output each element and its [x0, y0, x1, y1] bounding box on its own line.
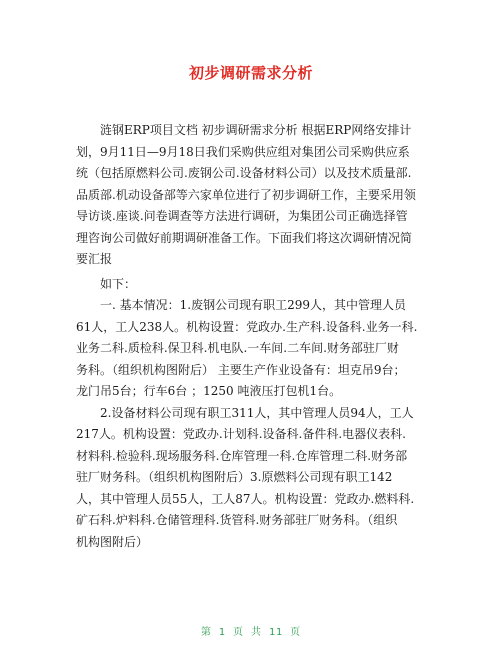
body-line: 品质部.机动设备部等六家单位进行了初步调研工作，主要采用领	[76, 187, 416, 202]
body-line: 机构图附后）	[76, 534, 149, 549]
body-line: 务科。（组织机构图附后） 主要生产作业设备有：坦克吊9台；	[76, 362, 406, 377]
body-line: 划，9月11日—9月18日我们采购供应组对集团公司采购供应系	[76, 144, 410, 159]
body-line: 要汇报	[76, 252, 113, 266]
body-line: 217人。机构设置：党政办.计划科.设备科.备件科.电器仪表科.	[76, 427, 406, 441]
body-line: 61人，工人238人。机构设置：党政办.生产科.设备科.业务一科.	[76, 319, 418, 334]
page-footer: 第 1 页 共 11 页	[200, 627, 302, 638]
body-line: 一. 基本情况：1.废钢公司现有职工299人，其中管理人员	[76, 298, 406, 312]
body-line: 2.设备材料公司现有职工311人，其中管理人员94人，工人	[76, 405, 414, 420]
body-line: 龙门吊5台；行车6台 ；1250 吨液压打包机1台。	[76, 384, 342, 398]
body-line: 矿石科.炉料科.仓储管理科.货管科.财务部驻厂财务科。（组织	[76, 513, 398, 527]
body-line: 导访谈.座谈.问卷调查等方法进行调研，为集团公司正确选择管	[76, 209, 408, 223]
body-line: 统（包括原燃料公司.废钢公司.设备材料公司）以及技术质量部.	[76, 166, 412, 180]
body-line: 如下：	[76, 276, 137, 291]
body-line: 驻厂财务科。（组织机构图附后）3.原燃料公司现有职工142	[76, 470, 393, 484]
body-line: 人，其中管理人员55人，工人87人。机构设置：党政办.燃料科.	[76, 491, 415, 506]
body-line: 材料科.检验科.现场服务科.仓库管理一科.仓库管理二科.财务部	[76, 448, 408, 463]
body-line: 涟钢ERP项目文档 初步调研需求分析 根据ERP网络安排计	[76, 123, 412, 137]
document-body	[76, 120, 431, 553]
body-line: 理咨询公司做好前期调研准备工作。下面我们将这次调研情况简	[76, 230, 413, 245]
body-line: 业务二科.质检科.保卫科.机电队.一车间.二车间.财务部驻厂财	[76, 341, 399, 355]
document-title: 初步调研需求分析	[188, 64, 313, 82]
